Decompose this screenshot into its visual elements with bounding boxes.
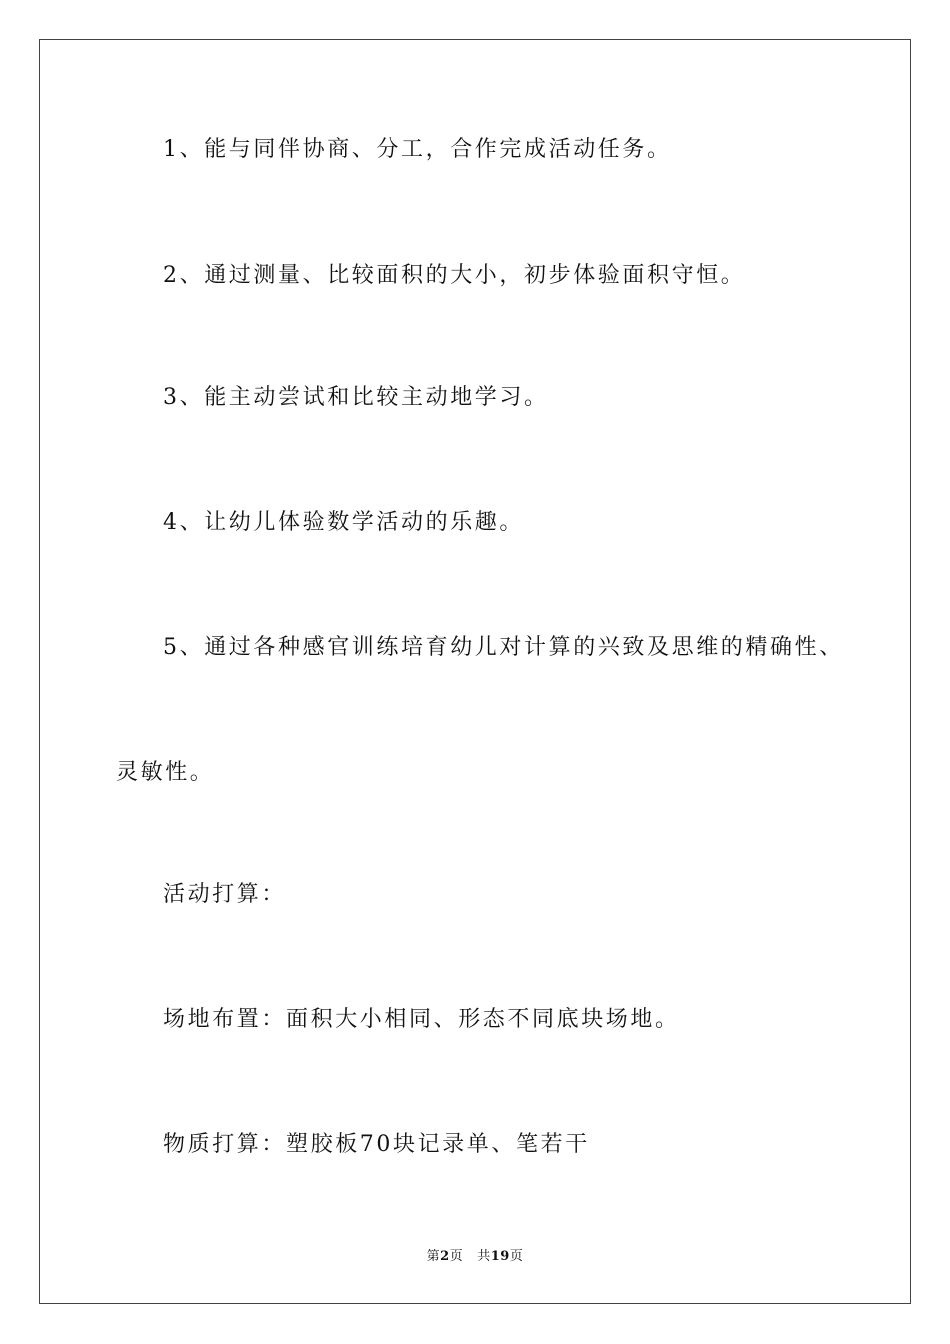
- footer-total-pages: 19: [490, 1249, 510, 1264]
- objective-item-2: 2、通过测量、比较面积的大小，初步体验面积守恒。: [163, 263, 746, 288]
- materials-text: 物质打算：塑胶板70块记录单、笔若干: [163, 1132, 590, 1157]
- objective-item-5: 5、通过各种感官训练培育幼儿对计算的兴致及思维的精确性、: [163, 635, 844, 660]
- section-heading-activity-plan: 活动打算：: [163, 882, 287, 907]
- venue-setup-text: 场地布置：面积大小相同、形态不同底块场地。: [163, 1007, 680, 1032]
- page-border: [39, 39, 911, 1304]
- page-footer: [0, 1248, 950, 1266]
- objective-item-3: 3、能主动尝试和比较主动地学习。: [163, 385, 549, 410]
- objective-item-5-continuation: 灵敏性。: [116, 760, 215, 785]
- objective-item-1: 1、能与同伴协商、分工，合作完成活动任务。: [163, 137, 672, 162]
- objective-item-4: 4、让幼儿体验数学活动的乐趣。: [163, 510, 524, 535]
- footer-total-suffix: 页: [509, 1249, 524, 1264]
- footer-page-suffix: 页: [449, 1249, 464, 1264]
- footer-page-prefix: 第: [426, 1249, 441, 1264]
- footer-total-prefix: 共: [477, 1249, 491, 1264]
- footer-page-number: 2: [440, 1249, 450, 1264]
